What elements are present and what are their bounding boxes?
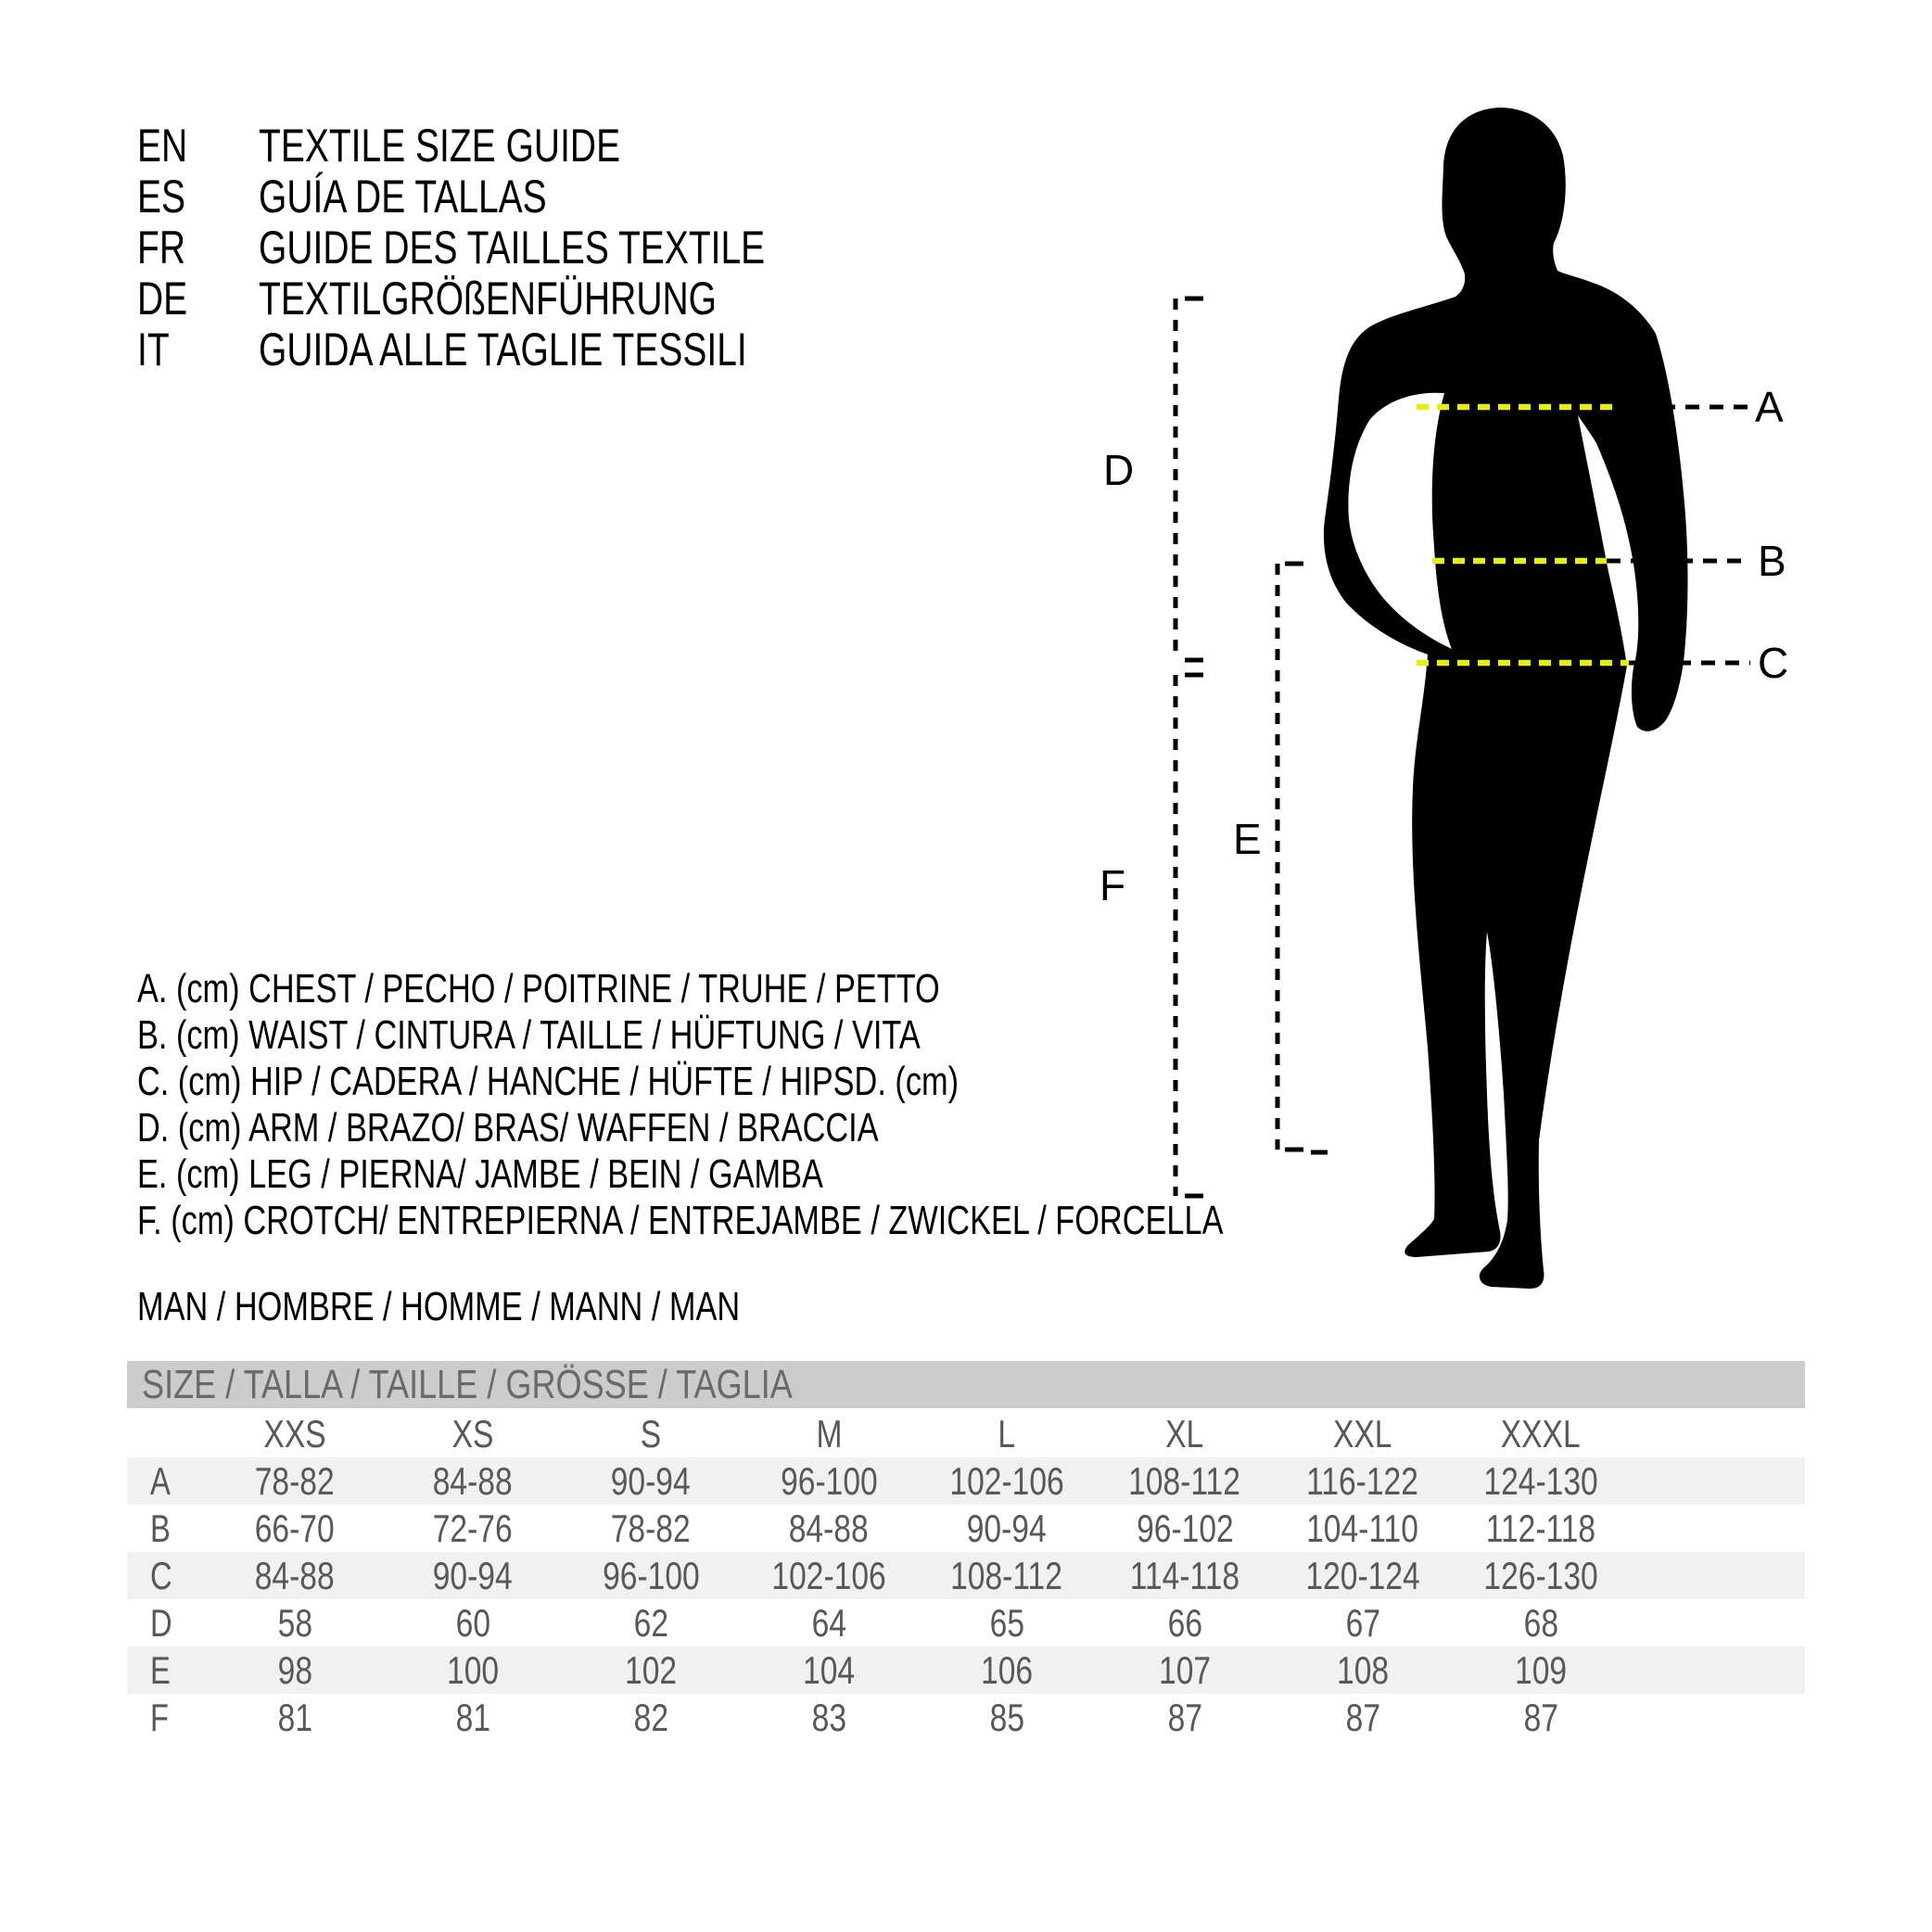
label-crotch-f: F [1099, 861, 1126, 909]
cell-value: 84-88 [789, 1506, 869, 1550]
cell-value: 102-106 [771, 1554, 886, 1597]
label-chest-a: A [1755, 383, 1784, 431]
legend-leg: E. (cm) LEG / PIERNA/ JAMBE / BEIN / GAMBA [137, 1151, 823, 1197]
legend-chest: A. (cm) CHEST / PECHO / POITRINE / TRUHE / PETTO [137, 966, 940, 1011]
label-leg-e: E [1233, 815, 1262, 863]
size-table [127, 1361, 1805, 1741]
size-col-s: S [640, 1412, 662, 1455]
cell-value: 120-124 [1305, 1554, 1420, 1597]
cell-value: 65 [989, 1601, 1024, 1645]
title-text: GUIDE DES TAILLES TEXTILE [259, 222, 766, 273]
size-col-xl: XL [1165, 1412, 1204, 1455]
row-label: E [150, 1648, 171, 1692]
cell-value: 106 [980, 1648, 1034, 1692]
lang-code: DE [137, 273, 188, 324]
cell-value: 87 [1523, 1696, 1558, 1739]
cell-value: 96-102 [1136, 1506, 1234, 1550]
cell-value: 108 [1336, 1648, 1390, 1692]
size-col-xxxl: XXXL [1501, 1412, 1581, 1455]
table-row-d [127, 1599, 1805, 1646]
size-col-xs: XS [451, 1412, 494, 1455]
table-row-c [127, 1552, 1805, 1599]
row-label: C [150, 1554, 172, 1597]
cell-value: 98 [277, 1648, 312, 1692]
size-header-row [127, 1410, 1805, 1457]
lang-code: IT [137, 324, 170, 375]
cell-value: 78-82 [611, 1506, 691, 1550]
row-label: B [150, 1506, 171, 1550]
cell-value: 83 [811, 1696, 846, 1739]
cell-value: 102-106 [949, 1459, 1064, 1503]
cell-value: 84-88 [433, 1459, 513, 1503]
cell-value: 84-88 [255, 1554, 335, 1597]
cell-value: 108-112 [950, 1554, 1063, 1597]
lang-code: ES [137, 171, 186, 222]
size-col-xxl: XXL [1333, 1412, 1392, 1455]
title-row-de [137, 273, 908, 324]
cell-value: 116-122 [1306, 1459, 1419, 1503]
cell-value: 67 [1345, 1601, 1380, 1645]
cell-value: 104 [802, 1648, 856, 1692]
cell-value: 87 [1167, 1696, 1202, 1739]
title-row-it [137, 324, 908, 375]
cell-value: 81 [455, 1696, 490, 1739]
cell-value: 112-118 [1485, 1506, 1596, 1550]
title-language-block [137, 121, 908, 375]
cell-value: 126-130 [1483, 1554, 1598, 1597]
measurement-legend [137, 966, 1530, 1244]
cell-value: 72-76 [433, 1506, 513, 1550]
cell-value: 81 [277, 1696, 312, 1739]
size-col-m: M [816, 1412, 842, 1455]
title-text: GUIDA ALLE TAGLIE TESSILI [259, 324, 747, 375]
cell-value: 96-100 [780, 1459, 878, 1503]
title-row-fr [137, 222, 908, 273]
cell-value: 96-100 [602, 1554, 700, 1597]
row-label: D [150, 1601, 172, 1645]
size-table-header-bar [127, 1361, 1805, 1408]
legend-crotch: F. (cm) CROTCH/ ENTREPIERNA / ENTREJAMBE / ZWICKEL / FORCELLA [137, 1198, 1224, 1243]
cell-value: 109 [1514, 1648, 1568, 1692]
cell-value: 104-110 [1306, 1506, 1419, 1550]
cell-value: 107 [1158, 1648, 1212, 1692]
cell-value: 114-118 [1129, 1554, 1240, 1597]
cell-value: 102 [624, 1648, 678, 1692]
cell-value: 90-94 [433, 1554, 513, 1597]
table-row-f [127, 1694, 1805, 1741]
size-col-xxs: XXS [263, 1412, 326, 1455]
legend-waist: B. (cm) WAIST / CINTURA / TAILLE / HÜFTUNG / VITA [137, 1012, 921, 1058]
cell-value: 64 [811, 1601, 846, 1645]
legend-hip: C. (cm) HIP / CADERA / HANCHE / HÜFTE / HIPSD. (cm) [137, 1059, 960, 1104]
lang-code: EN [137, 120, 188, 172]
row-label: F [150, 1696, 170, 1739]
category-man-label: MAN / HOMBRE / HOMME / MANN / MAN [137, 1284, 741, 1329]
cell-value: 62 [633, 1601, 668, 1645]
cell-value: 90-94 [611, 1459, 691, 1503]
lang-code: FR [137, 222, 185, 273]
cell-value: 85 [989, 1696, 1024, 1739]
size-col-l: L [998, 1412, 1016, 1455]
label-hip-c: C [1758, 639, 1789, 687]
cell-value: 100 [446, 1648, 500, 1692]
table-row-b [127, 1505, 1805, 1552]
cell-value: 78-82 [255, 1459, 335, 1503]
title-text: TEXTILE SIZE GUIDE [259, 120, 621, 172]
title-text: TEXTILGRÖßENFÜHRUNG [259, 273, 718, 324]
label-waist-b: B [1758, 537, 1786, 585]
cell-value: 82 [633, 1696, 668, 1739]
label-arm-d: D [1103, 446, 1135, 494]
cell-value: 58 [277, 1601, 312, 1645]
size-table-title: SIZE / TALLA / TAILLE / GRÖSSE / TAGLIA [142, 1362, 793, 1407]
cell-value: 87 [1345, 1696, 1380, 1739]
title-row-en [137, 121, 908, 172]
cell-value: 124-130 [1483, 1459, 1598, 1503]
title-row-es [137, 172, 908, 222]
legend-arm: D. (cm) ARM / BRAZO/ BRAS/ WAFFEN / BRACCIA [137, 1105, 879, 1150]
title-text: GUÍA DE TALLAS [259, 171, 547, 222]
table-row-e [127, 1646, 1805, 1694]
cell-value: 68 [1523, 1601, 1558, 1645]
cell-value: 60 [455, 1601, 490, 1645]
cell-value: 90-94 [967, 1506, 1047, 1550]
table-row-a [127, 1457, 1805, 1505]
row-label: A [150, 1459, 171, 1503]
cell-value: 108-112 [1128, 1459, 1241, 1503]
cell-value: 66 [1167, 1601, 1202, 1645]
cell-value: 66-70 [255, 1506, 335, 1550]
